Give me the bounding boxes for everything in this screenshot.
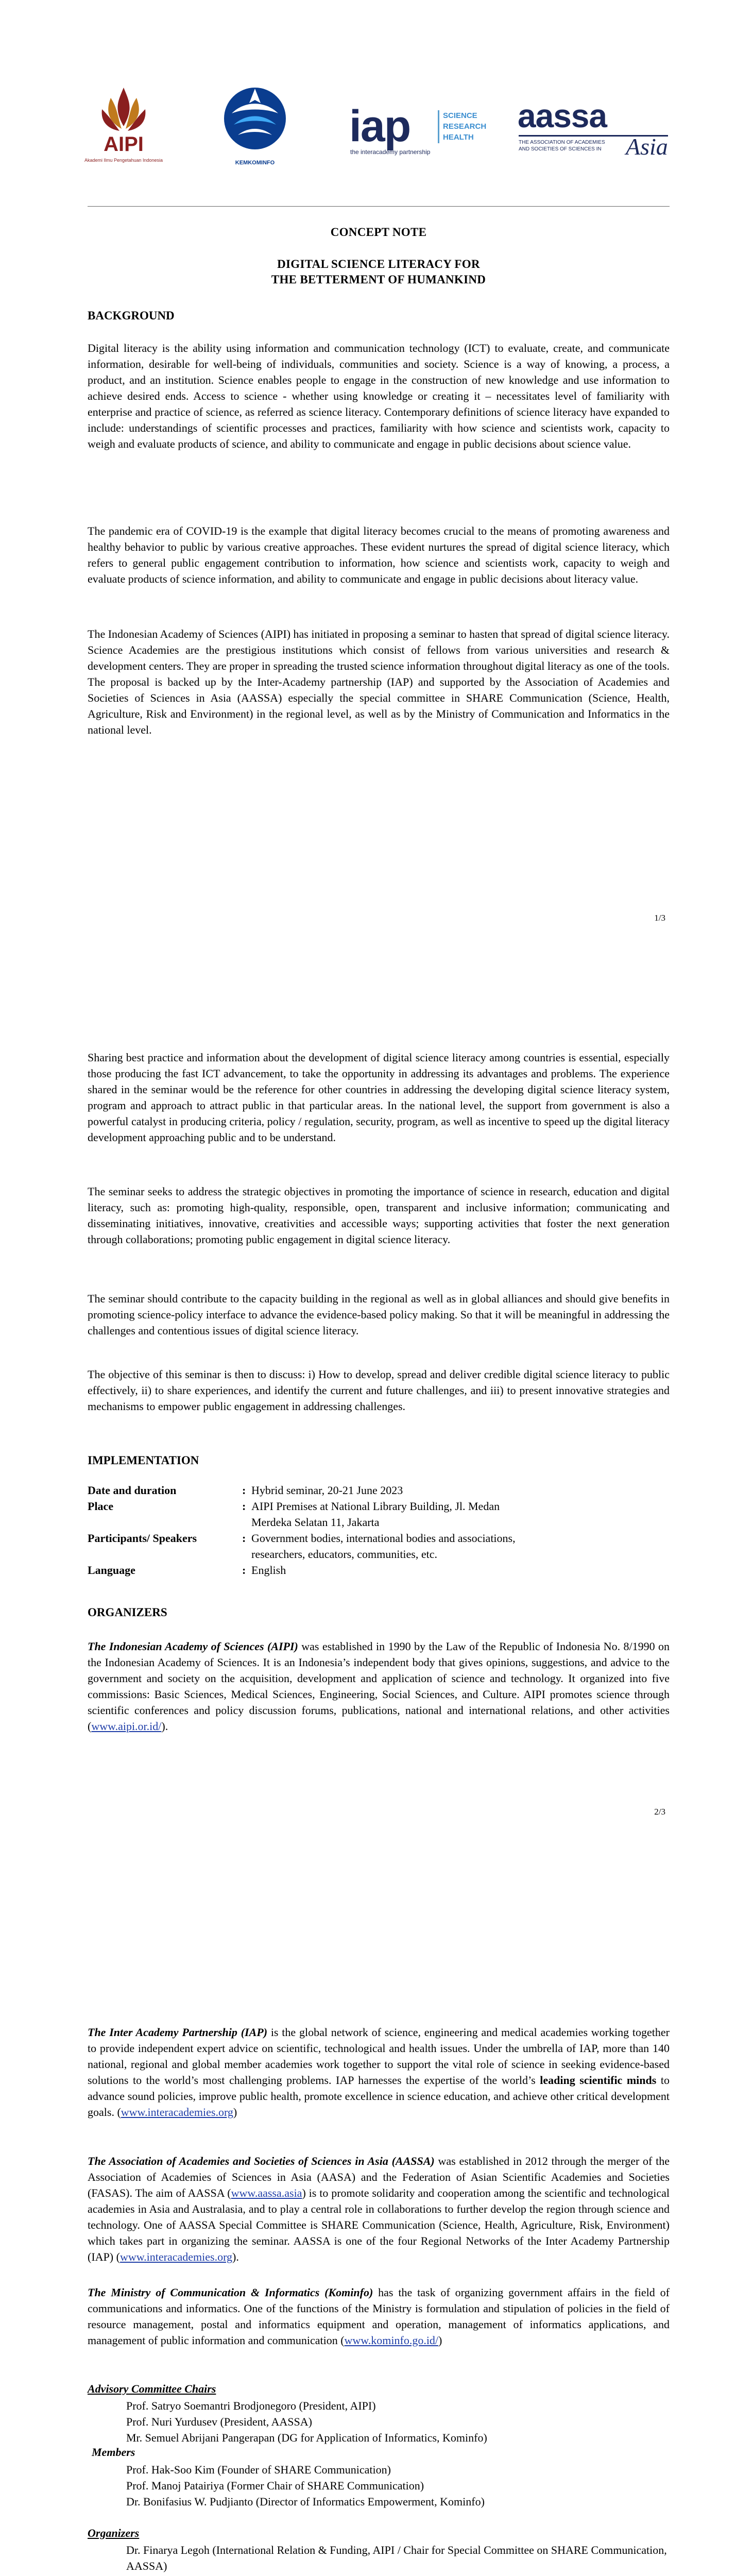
organizer-kominfo-end: ) — [438, 2334, 442, 2347]
iap-logo-side-3: HEALTH — [443, 133, 474, 142]
impl-row-value: AIPI Premises at National Library Building, Jl. Medan Merdeka Selatan 11, Jakarta — [251, 1500, 500, 1529]
background-paragraph-3: The Indonesian Academy of Sciences (AIPI) has initiated in proposing a seminar to hasten that spread of digital science literacy. Science Academies are the prestigious institutions which consist of fellows from various universities and research & development centers. They are proper in spreading the trusted science information throughout digital literacy as one of the tools. The proposal is backed up by the Inter-Academy partnership (IAP) and supported by the Association of Academies and Societies of Sciences in Asia (AASSA) especially the special committee in SHARE Communication (Science, Health, Agriculture, Risk and Environment) in the regional level, as well as by the Ministry of Communication and Informatics in the national level. — [88, 628, 670, 736]
logo-strip — [84, 77, 670, 180]
organizer-iap-paragraph: The Inter Academy Partnership (IAP) is the global network of science, engineering and medical academies working together to provide independent expert advice on scientific, technological and health issues. Under the umbrella of IAP, more than 140 national, regional and global member academies work together to support the vital role of science in seeking evidence-based solutions to the world’s most challenging problems. IAP harnesses the expertise of the world’s leading scientific minds to advance sound policies, improve public health, promote excellence in science education, and achieve other critical development goals. (www.interacademies.org) — [88, 2026, 670, 2119]
organizer-iap-name: The Inter Academy Partnership (IAP) — [88, 2026, 268, 2039]
document-title-line-1: DIGITAL SCIENCE LITERACY FOR — [277, 258, 480, 270]
organizers-heading: ORGANIZERS — [88, 1606, 167, 1619]
organizer-kominfo-text: has the task of organizing government affairs in the field of communications and informatics. One of the functions of the Ministry is formulation and stipulation of policies in the field of resource management, postal and informatics equipment and operation, management of informatics applications, and management of public information and communication ( — [88, 2286, 670, 2347]
impl-row-value: English — [251, 1564, 286, 1577]
aassa-logo — [518, 77, 670, 180]
aassa-logo-tagline-1: THE ASSOCIATION OF ACADEMIES — [519, 140, 605, 145]
kominfo-emblem-icon — [216, 77, 294, 165]
document-title-line-2: THE BETTERMENT OF HUMANKIND — [271, 273, 486, 286]
page-1 — [0, 0, 753, 975]
background-paragraph-2: The pandemic era of COVID-19 is the example that digital literacy becomes crucial to the means of promoting awareness and healthy behavior to public by various creative approaches. These evident nurtures the spread of digital science literacy, which refers to general public engagement contribution to information, how science and scientists work, capacity to weigh and evaluate products of science information, and ability to communicate and engage in public decisions about literacy value. — [88, 524, 670, 585]
aipi-website-link[interactable]: www.aipi.or.id/ — [91, 1720, 162, 1733]
organizer-aipi-paragraph — [88, 1638, 670, 1734]
background-heading: BACKGROUND — [88, 309, 175, 322]
iap-logo-text: iap — [349, 101, 410, 151]
impl-row-label: Participants/ Speakers — [88, 1532, 197, 1545]
impl-row-participants: Participants/ Speakers : Government bodies, international bodies and associations, researchers, educators, communities, etc. — [88, 1530, 670, 1562]
iap-logo — [349, 77, 504, 180]
organizer-aassa-text-1: was established in 2012 through the merger of the Association of Academies of Sciences in Asia (AASA) and the Federation of Asian Scientific Academies and Societies (FASAS). The aim of AASSA ( — [88, 2155, 670, 2199]
kominfo-website-link[interactable]: www.kominfo.go.id/ — [344, 2334, 439, 2347]
page-3 — [0, 1950, 753, 2576]
committee-member: Dr. Bonifasius W. Pudjianto (Director of Informatics Empowerment, Kominfo) — [126, 2495, 485, 2508]
organizer-iap-text-1: is the global network of science, engineering and medical academies working together to provide independent expert advice on scientific, technological and health issues. Under the umbrella of IAP, more than 140 national, regional and global member academies work together to support the vital role of science in seeking evidence-based solutions to the world’s most challenging problems. IAP harnesses the expertise of the world’s — [88, 2026, 670, 2087]
concept-note-label: CONCEPT NOTE — [330, 226, 427, 239]
impl-row-label: Language — [88, 1564, 135, 1577]
organizer-aassa-paragraph — [88, 2153, 670, 2265]
aipi-logo-text: AIPI — [104, 133, 144, 156]
organizers-sub-heading: Organizers — [88, 2527, 140, 2539]
iap-logo-divider — [438, 110, 439, 143]
committee-member: Prof. Hak-Soo Kim (Founder of SHARE Communication) — [126, 2463, 391, 2476]
background-paragraph-4: Sharing best practice and information about the development of digital science literacy among countries is essential, especially those producing the fast ICT advancement, to take the opportunity in addressing its advantages and problems. The experience shared in the seminar would be the reference for other countries in addressing the developing digital science literacy system, program and approach to attract public in that particular areas. In the national level, the support from government is also a powerful catalyst in producing criteria, policy / regulation, security, program, as well as incentive to speed up the digital literacy development approaching public and to be understand. — [88, 1051, 670, 1144]
organizer-iap-bold: leading scientific minds — [540, 2074, 657, 2087]
background-paragraph-1: Digital literacy is the ability using information and communication technology (ICT) to evaluate, create, and communicate information, desirable for well-being of individuals, communities and society. Science is a way of knowing, a process, a product, and an institution. Science enables people to engage in the construction of new knowledge and use information to achieve desired ends. Access to science - whether using knowledge or creating it – necessitates level of familiarity with enterprise and practice of science, as referred as science literacy. Contemporary definitions of science literacy have expanded to include: understandings of scientific processes and practices, familiarity with how science and scientists work, capacity to weigh and evaluate products of science, and ability to communicate and engage in public decisions about science value. — [88, 342, 670, 450]
interacademies-link[interactable]: www.interacademies.org — [119, 2250, 233, 2263]
aipi-logo-tagline: Akademi Ilmu Pengetahuan Indonesia — [84, 158, 163, 163]
advisory-member: Prof. Satryo Soemantri Brodjonegoro (President, AIPI) — [126, 2399, 376, 2412]
header-divider — [88, 206, 670, 207]
page-number-1: 1/3 — [654, 913, 665, 923]
impl-row-date: Date and duration : Hybrid seminar, 20-21 June 2023 — [88, 1482, 670, 1498]
organizer-iap-text-2: to advance sound policies, improve public health, promote excellence in science education, and achieve other critical development goals. — [88, 2074, 670, 2119]
organizer-aassa-end: ). — [232, 2250, 239, 2263]
kominfo-logo — [216, 77, 294, 180]
organizer-aassa-text-2: ) is to promote solidarity and cooperation among the scientific and technological academies in Asia and Australasia, and to play a central role in collaborations to further develop the region through science and technology. One of AASSA Special Committee is SHARE Communication (Science, Health, Agriculture, Risk, Environment) which takes part in organizing the seminar. AASSA is one of the four Regional Networks of the Inter Academy Partnership (IAP) ( — [88, 2187, 670, 2263]
implementation-heading: IMPLEMENTATION — [88, 1454, 199, 1467]
background-paragraph-6: The seminar should contribute to the capacity building in the regional as well as in global alliances and should give benefits in promoting science-policy interface to advance the evidence-based policy making. So that it will be meaningful in addressing the challenges and contentious issues of digital science literacy. — [88, 1292, 670, 1337]
aipi-logo — [84, 77, 163, 180]
advisory-heading: Advisory Committee Chairs — [88, 2382, 216, 2395]
impl-row-place: Place : AIPI Premises at National Library Building, Jl. Medan Merdeka Selatan 11, Jakarta — [88, 1498, 670, 1530]
organizer-kominfo-name: The Ministry of Communication & Informatics (Kominfo) — [88, 2286, 373, 2299]
impl-row-language: Language : English — [88, 1562, 670, 1578]
organizer-aassa-name: The Association of Academies and Societies of Sciences in Asia (AASSA) — [88, 2155, 435, 2167]
page-number-2: 2/3 — [654, 1807, 665, 1817]
background-paragraph-7: The objective of this seminar is then to discuss: i) How to develop, spread and deliver credible digital science literacy to public effectively, ii) to share experiences, and identify the current and future challenges, and iii) to present innovative strategies and mechanisms to empower public engagement in addressing challenges. — [88, 1368, 670, 1413]
iap-logo-side-2: RESEARCH — [443, 122, 487, 131]
background-paragraph-5: The seminar seeks to address the strategic objectives in promoting the importance of science in research, education and digital literacy, such as: promoting high-quality, responsible, open, transparent and inclusive information; communicating and disseminating initiatives, innovative, creativities and accessible ways; supporting activities that foster the next generation through collaborations; promoting public engagement in digital science literacy. — [88, 1185, 670, 1246]
aassa-logo-asia: Asia — [626, 133, 668, 160]
advisory-member: Mr. Semuel Abrijani Pangerapan (DG for Application of Informatics, Kominfo) — [126, 2431, 487, 2444]
advisory-member: Prof. Nuri Yurdusev (President, AASSA) — [126, 2415, 312, 2428]
iap-logo-tagline: the interacademy partnership — [350, 148, 431, 156]
aassa-logo-text: aassa — [518, 97, 607, 134]
members-heading: Members — [92, 2446, 135, 2459]
impl-row-label: Date and duration — [88, 1484, 177, 1497]
aassa-logo-tagline-2: AND SOCIETIES OF SCIENCES IN — [519, 146, 602, 152]
impl-row-value: Hybrid seminar, 20-21 June 2023 — [251, 1484, 403, 1497]
organizer-kominfo-paragraph — [88, 2284, 670, 2348]
impl-row-label: Place — [88, 1500, 114, 1513]
aassa-website-link[interactable]: www.aassa.asia — [231, 2187, 302, 2199]
committee-member: Prof. Manoj Patairiya (Former Chair of SHARE Communication) — [126, 2479, 424, 2492]
organizer-aipi-end: ). — [161, 1720, 168, 1733]
iap-logo-side-1: SCIENCE — [443, 111, 477, 120]
organizer-aipi-name: The Indonesian Academy of Sciences (AIPI) — [88, 1640, 298, 1653]
organizer-main-contact: Dr. Finarya Legoh (International Relation & Funding, AIPI / Chair for Special Committee on SHARE Communication, AASSA) — [126, 2544, 667, 2572]
contact-value — [234, 2574, 356, 2576]
organizer-aipi-text: was established in 1990 by the Law of the Republic of Indonesia No. 8/1990 on the Indonesian Academy of Sciences. It is an Indonesia’s independent body that gives opinions, suggestions, and advice to the government and society on the acquisition, development and application of science and technology. It organized into five commissions: Basic Sciences, Medical Sciences, Engineering, Social Sciences, and Culture. AIPI promotes science through scientific conferences and policy discussion forums, publications, national and international relations, and other activities ( — [88, 1640, 670, 1733]
impl-row-value: Government bodies, international bodies and associations, researchers, educators, communities, etc. — [251, 1532, 516, 1561]
contact-label — [126, 2574, 141, 2576]
page-2 — [0, 975, 753, 1950]
aipi-emblem-icon — [88, 77, 160, 180]
iap-website-link[interactable]: www.interacademies.org — [121, 2106, 233, 2119]
kominfo-logo-text: KEMKOMINFO — [235, 160, 275, 166]
